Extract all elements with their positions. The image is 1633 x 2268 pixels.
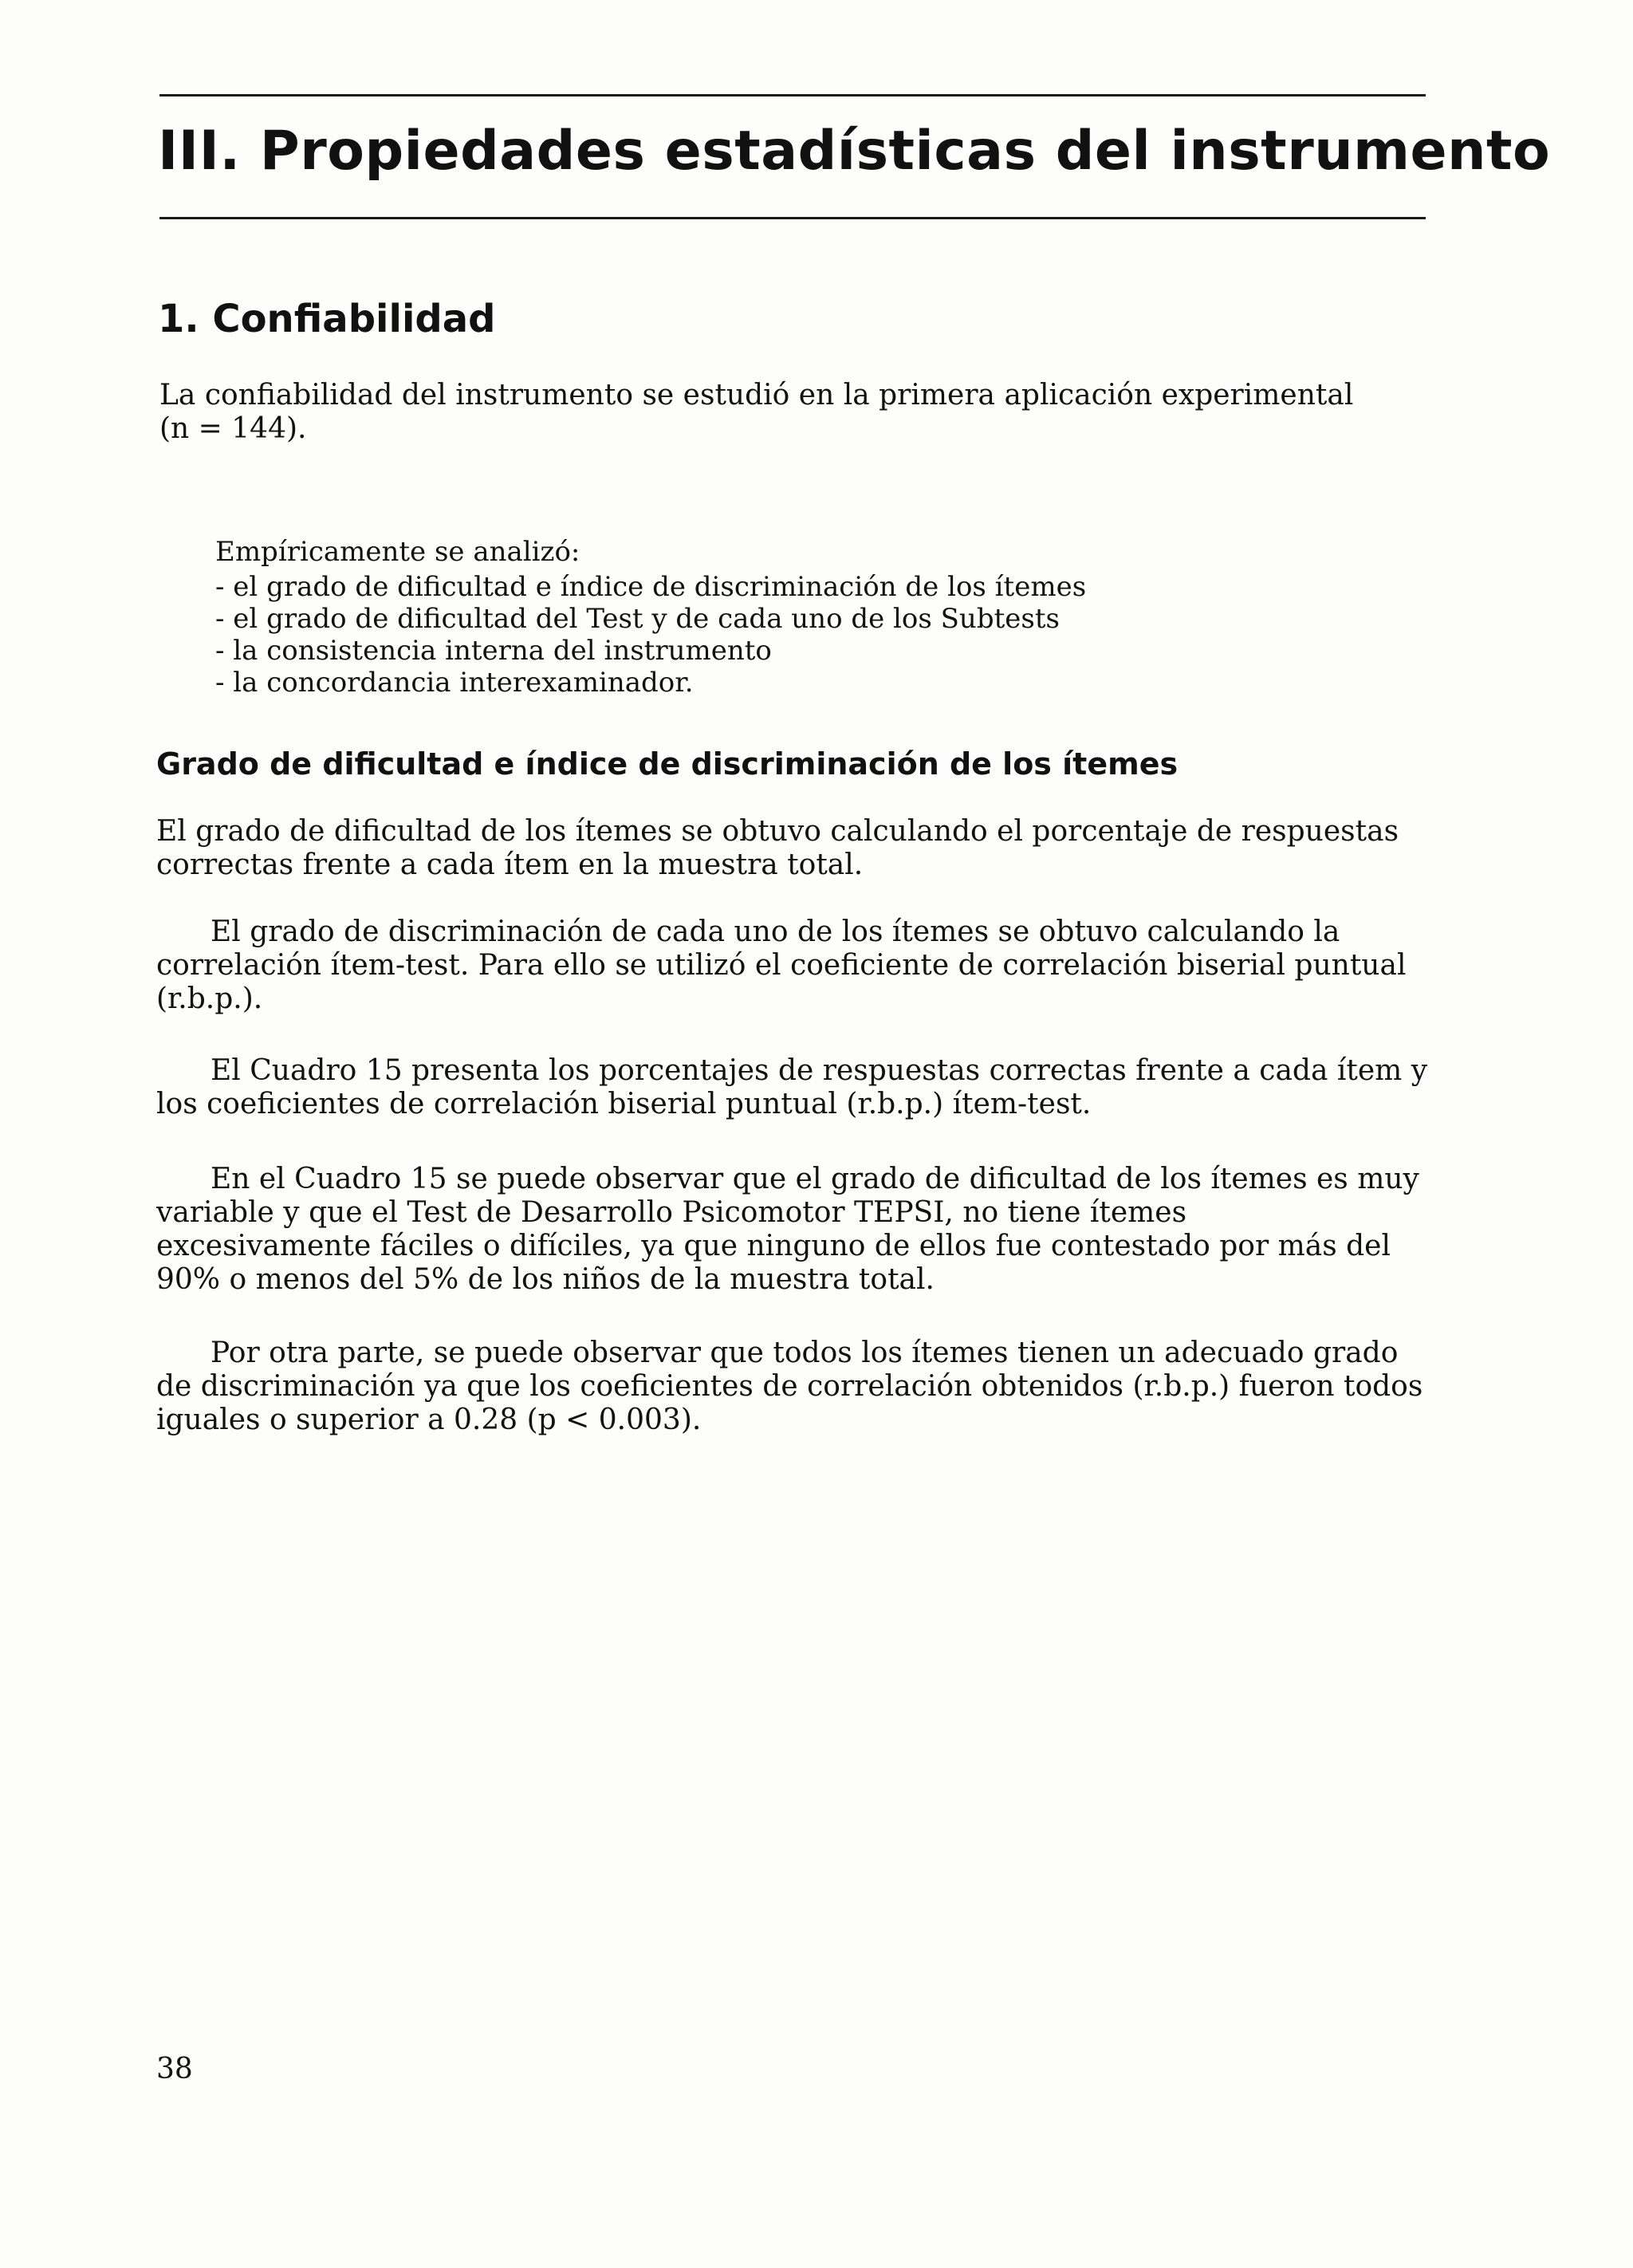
top-rule: [159, 94, 1426, 96]
paragraph-line: los coeficientes de correlación biserial puntual (r.b.p.) ítem-test.: [156, 1088, 1092, 1120]
paragraph-line: El grado de dificultad de los ítemes se obtuvo calculando el porcentaje de respuestas: [156, 815, 1399, 848]
chapter-title: III. Propiedades estadísticas del instrumento: [158, 120, 1551, 183]
paragraph-discrimination-result: [156, 1337, 1432, 1437]
subsection-title: Grado de dificultad e índice de discriminación de los ítemes: [156, 746, 1179, 782]
intro-line: La confiabilidad del instrumento se estudió en la primera aplicación experimental: [159, 379, 1354, 411]
page-number: 38: [156, 2053, 193, 2085]
paragraph-observation: [156, 1163, 1432, 1297]
paragraph-discrimination: [156, 915, 1432, 1016]
paragraph-line: de discriminación ya que los coeficientes de correlación obtenidos (r.b.p.) fueron todos: [156, 1370, 1423, 1403]
empirical-analysis-list: [215, 536, 1086, 699]
paragraph-line: excesivamente fáciles o difíciles, ya que ninguno de ellos fue contestado por más del: [156, 1230, 1391, 1262]
paragraph-line: El grado de discriminación de cada uno de los ítemes se obtuvo calculando la: [211, 915, 1340, 948]
list-item: - el grado de dificultad e índice de discriminación de los ítemes: [215, 571, 1087, 603]
paragraph-line: correctas frente a cada ítem en la muestra total.: [156, 849, 864, 881]
paragraph-line: correlación ítem-test. Para ello se utilizó el coeficiente de correlación biserial puntual: [156, 949, 1407, 982]
paragraph-line: iguales o superior a 0.28 (p < 0.003).: [156, 1404, 702, 1436]
intro-paragraph: [159, 379, 1435, 446]
list-item: - la consistencia interna del instrumento: [215, 635, 772, 667]
section-title: 1. Confiabilidad: [158, 297, 496, 341]
paragraph-line: variable y que el Test de Desarrollo Psicomotor TEPSI, no tiene ítemes: [156, 1196, 1187, 1229]
paragraph-line: (r.b.p.).: [156, 982, 263, 1015]
list-item: - el grado de dificultad del Test y de cada uno de los Subtests: [215, 603, 1060, 635]
list-intro: Empíricamente se analizó:: [215, 536, 580, 568]
intro-line: (n = 144).: [159, 412, 307, 445]
paragraph-line: En el Cuadro 15 se puede observar que el grado de dificultad de los ítemes es muy: [211, 1163, 1419, 1195]
paragraph-line: Por otra parte, se puede observar que todos los ítemes tienen un adecuado grado: [211, 1337, 1399, 1369]
paragraph-cuadro-15: [156, 1054, 1432, 1121]
title-bottom-rule: [159, 217, 1426, 219]
list-item: - la concordancia interexaminador.: [215, 667, 694, 699]
paragraph-line: El Cuadro 15 presenta los porcentajes de respuestas correctas frente a cada ítem y: [211, 1054, 1428, 1087]
paragraph-difficulty: [156, 815, 1432, 882]
paragraph-line: 90% o menos del 5% de los niños de la muestra total.: [156, 1263, 935, 1296]
